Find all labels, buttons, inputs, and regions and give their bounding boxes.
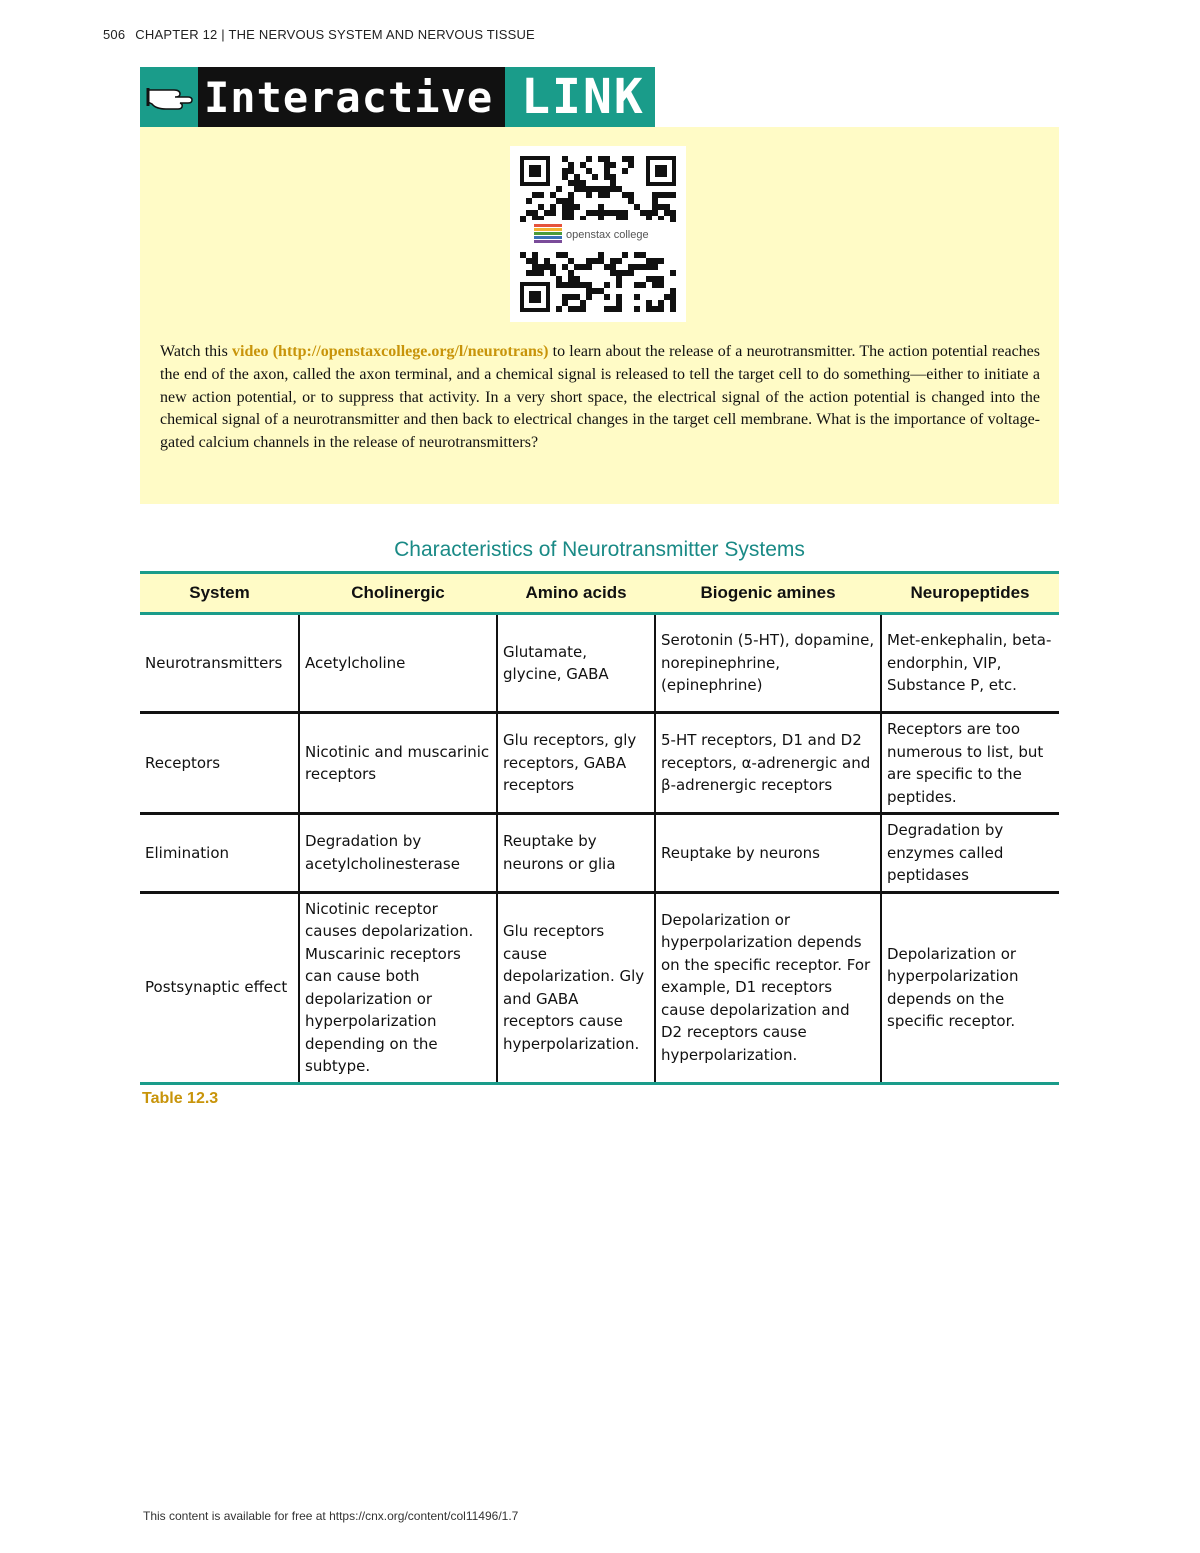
table-row <box>140 892 1059 1083</box>
qr-code[interactable] <box>510 146 686 322</box>
page-footer: This content is available for free at https://cnx.org/content/col11496/1.7 <box>143 1509 519 1523</box>
table-cell: Degradation by acetylcholinesterase <box>299 814 497 893</box>
link-text-before: Watch this <box>160 343 233 360</box>
interactive-link-banner <box>140 67 655 127</box>
table-cell: Reuptake by neurons <box>655 814 881 893</box>
table-cell: Glu receptors cause depolarization. Gly and GABA receptors cause hyperpolarization. <box>497 892 655 1083</box>
table-cell: Neurotransmitters <box>140 614 299 713</box>
table-cell: Receptors <box>140 713 299 814</box>
banner-word: Interactive <box>204 72 494 122</box>
table-cell: Reuptake by neurons or glia <box>497 814 655 893</box>
table-cell: Acetylcholine <box>299 614 497 713</box>
interactive-link-box <box>140 127 1059 504</box>
table-cell: Serotonin (5-HT), dopamine, norepinephrine, (epinephrine) <box>655 614 881 713</box>
table-cell: Glutamate, glycine, GABA <box>497 614 655 713</box>
column-header: Neuropeptides <box>881 573 1059 614</box>
banner-word-block <box>198 67 505 127</box>
running-title: CHAPTER 12 | THE NERVOUS SYSTEM AND NERVOUS TISSUE <box>135 27 535 42</box>
table-row <box>140 814 1059 893</box>
link-text-after: to learn about the release of a neurotransmitter. The action potential reaches the end of the axon, called the axon terminal, and a chemical signal is released to tell the target cell to do something—either to initiate a new action potential, or to suppress that activity. In a very short space, the electrical signal of the action potential is changed into the chemical signal of a neurotransmitter and then back to electrical changes in the target cell membrane. What is the importance of voltage-gated calcium channels in the release of neurotransmitters? <box>160 343 1040 452</box>
table-cell: Depolarization or hyperpolarization depends on the specific receptor. For example, D1 receptors cause depolarization and D2 receptors cause hyperpolarization. <box>655 892 881 1083</box>
neurotransmitter-table <box>140 571 1059 1085</box>
svg-text:openstax college: openstax college <box>566 229 649 241</box>
video-link[interactable]: video (http://openstaxcollege.org/l/neurotrans) <box>232 343 549 360</box>
table-cell: Glu receptors, gly receptors, GABA receptors <box>497 713 655 814</box>
table-title: Characteristics of Neurotransmitter Systems <box>394 538 805 561</box>
table-cell: 5-HT receptors, D1 and D2 receptors, α-adrenergic and β-adrenergic receptors <box>655 713 881 814</box>
table-cell: Met-enkephalin, beta-endorphin, VIP, Substance P, etc. <box>881 614 1059 713</box>
pointing-hand-icon <box>140 67 198 127</box>
page-number: 506 <box>103 27 126 42</box>
table-cell: Elimination <box>140 814 299 893</box>
table-row <box>140 713 1059 814</box>
table-header-row <box>140 573 1059 614</box>
column-header: System <box>140 573 299 614</box>
table-row <box>140 614 1059 713</box>
table-cell: Degradation by enzymes called peptidases <box>881 814 1059 893</box>
table-cell: Depolarization or hyperpolarization depends on the specific receptor. <box>881 892 1059 1083</box>
table-caption: Table 12.3 <box>142 1090 219 1107</box>
banner-link-label: LINK <box>505 67 655 127</box>
interactive-link-text <box>160 341 1040 455</box>
table-cell: Nicotinic and muscarinic receptors <box>299 713 497 814</box>
table-cell: Postsynaptic effect <box>140 892 299 1083</box>
table-cell: Receptors are too numerous to list, but are specific to the peptides. <box>881 713 1059 814</box>
column-header: Biogenic amines <box>655 573 881 614</box>
column-header: Cholinergic <box>299 573 497 614</box>
table-cell: Nicotinic receptor causes depolarization. Muscarinic receptors can cause both depolarization or hyperpolarization depending on the subtype. <box>299 892 497 1083</box>
column-header: Amino acids <box>497 573 655 614</box>
running-header <box>103 27 535 42</box>
